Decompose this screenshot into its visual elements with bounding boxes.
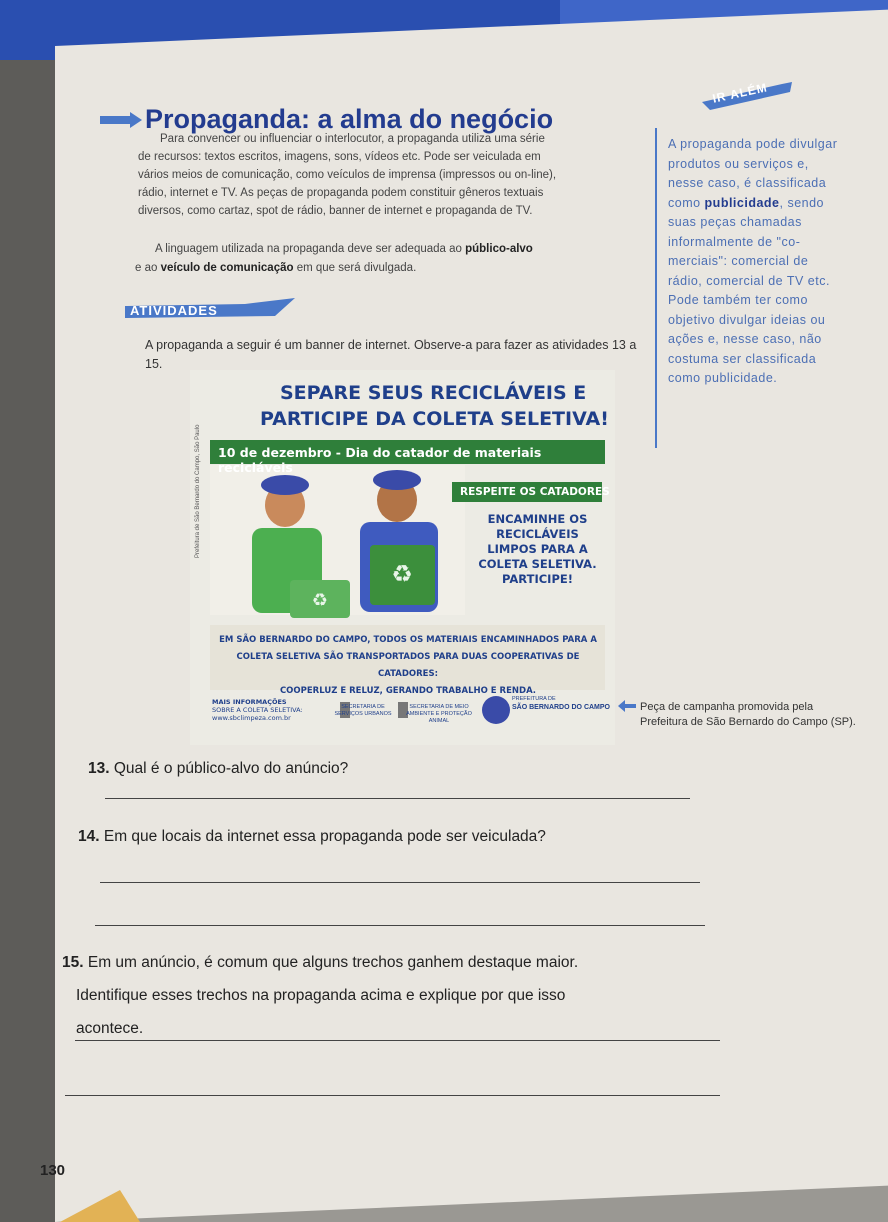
sidebar-text-before: A propaganda pode divulgar produtos ou serviços e, nesse caso, é classificada como xyxy=(668,137,838,210)
recycle-icon: ♻ xyxy=(311,590,329,611)
question-number: 13. xyxy=(88,760,110,777)
poster-cta-line: COLETA SELETIVA. xyxy=(478,557,597,571)
credit-arrow-icon xyxy=(618,700,636,712)
sidebar-bold-word: publicidade xyxy=(704,195,780,210)
question-number: 15. xyxy=(62,954,84,971)
answer-line[interactable] xyxy=(105,798,690,799)
intro2-bold-vehicle: veículo de comunicação xyxy=(160,262,294,274)
intro-line: de recursos: textos escritos, imagens, sons, vídeos etc. Pode ser veiculada em xyxy=(138,151,541,163)
question-13 xyxy=(88,760,348,778)
intro2-text3: em que será divulgada. xyxy=(293,262,417,274)
answer-line[interactable] xyxy=(65,1095,720,1096)
poster-headline-1: SEPARE SEUS RECICLÁVEIS E xyxy=(280,382,587,404)
poster-body-line: COLETA SELETIVA SÃO TRANSPORTADOS PARA DUAS COOPERATIVAS DE CATADORES: xyxy=(236,652,580,679)
footer-logo-top: PREFEITURA DE xyxy=(512,696,556,702)
title-arrow-icon xyxy=(100,112,142,128)
poster-cta xyxy=(470,512,605,587)
poster-credit xyxy=(640,700,888,730)
answer-line[interactable] xyxy=(75,1040,720,1041)
intro2-text2: e ao xyxy=(135,262,161,274)
footer-logo-text: SÃO BERNARDO DO CAMPO xyxy=(512,704,611,711)
ir-alem-label: IR ALÉM xyxy=(711,80,769,106)
intro-line: vários meios de comunicação, como veículos de imprensa (impressos ou on-line), xyxy=(138,169,557,181)
page-number: 130 xyxy=(40,1162,66,1179)
poster-date-banner: 10 de dezembro - Dia do catador de materiais recicláveis xyxy=(218,445,542,475)
question-text-line: Em um anúncio, é comum que alguns trechos ganhem destaque maior. xyxy=(87,954,579,971)
footer-dept-1: SECRETARIA DE SERVIÇOS URBANOS xyxy=(334,704,392,717)
poster-cta-line: ENCAMINHE OS xyxy=(487,512,588,526)
footer-dept-2: SECRETARIA DE MEIO AMBIENTE E PROTEÇÃO ANIMAL xyxy=(406,704,472,724)
ir-alem-text xyxy=(668,135,838,389)
recycle-icon: ♻ xyxy=(391,560,413,588)
poster-cta-line: PARTICIPE! xyxy=(502,572,573,586)
question-15 xyxy=(62,946,722,1045)
intro2-text: A linguagem utilizada na propaganda deve ser adequada ao xyxy=(155,243,466,255)
intro-paragraph xyxy=(160,130,640,148)
answer-line[interactable] xyxy=(95,925,705,926)
footer-info-sub: SOBRE A COLETA SELETIVA: xyxy=(212,706,303,714)
poster-body xyxy=(212,632,604,700)
intro2-paragraph-cont xyxy=(135,259,635,277)
footer-url: www.sbclimpeza.com.br xyxy=(212,714,291,722)
sidebar-text-after: , sendo suas peças chamadas informalmente de "co-merciais": comercial de rádio, comercial de TV etc. Pode também ter como objetivo divulgar ideias ou ações e, nesse caso, não costuma ser classificada como publicidade. xyxy=(668,195,830,385)
question-text: Qual é o público-alvo do anúncio? xyxy=(113,760,349,777)
poster-footer-info xyxy=(212,698,303,722)
poster-cta-line: RECICLÁVEIS xyxy=(496,527,579,541)
intro-line: Para convencer ou influenciar o interlocutor, a propaganda utiliza uma série xyxy=(160,133,545,145)
footer-info-title: MAIS INFORMAÇÕES xyxy=(212,698,287,706)
intro2-paragraph xyxy=(155,240,655,258)
intro-line: rádio, internet e TV. As peças de propaganda podem constituir gêneros textuais xyxy=(138,187,544,199)
poster-headline-2: PARTICIPE DA COLETA SELETIVA! xyxy=(260,408,609,430)
section-title: Propaganda: a alma do negócio xyxy=(145,104,554,134)
credit-line: Peça de campanha promovida pela xyxy=(640,701,814,713)
page-corner-decoration xyxy=(60,1170,140,1222)
worker-left-cap xyxy=(261,475,309,495)
credit-line: Prefeitura de São Bernardo do Campo (SP). xyxy=(640,716,856,728)
poster-body-line: COOPERLUZ E RELUZ, GERANDO TRABALHO E RENDA. xyxy=(279,686,537,696)
prefeitura-logo-icon xyxy=(482,696,510,724)
intro-line: diversos, como cartaz, spot de rádio, banner de internet e propaganda de TV. xyxy=(138,205,533,217)
question-text-line: Identifique esses trechos na propaganda acima e explique por que isso xyxy=(76,987,566,1004)
question-14 xyxy=(78,828,546,846)
poster-body-line: EM SÃO BERNARDO DO CAMPO, TODOS OS MATERIAIS ENCAMINHADOS PARA A xyxy=(219,635,597,645)
atividades-label: ATIVIDADES xyxy=(130,303,218,318)
activities-intro: A propaganda a seguir é um banner de internet. Observe-a para fazer as atividades 13 a 15. xyxy=(145,338,637,371)
intro-paragraph-cont xyxy=(138,148,648,220)
question-text: Em que locais da internet essa propaganda pode ser veiculada? xyxy=(103,828,546,845)
poster-respect: RESPEITE OS CATADORES xyxy=(460,486,610,498)
poster-side-text: Prefeitura de São Bernardo do Campo, São Paulo xyxy=(195,424,201,558)
intro2-bold-target: público-alvo xyxy=(465,243,533,255)
campaign-poster xyxy=(190,370,615,745)
poster-cta-line: LIMPOS PARA A xyxy=(487,542,588,556)
question-number: 14. xyxy=(78,828,100,845)
answer-line[interactable] xyxy=(100,882,700,883)
question-text-line: acontece. xyxy=(76,1020,144,1037)
